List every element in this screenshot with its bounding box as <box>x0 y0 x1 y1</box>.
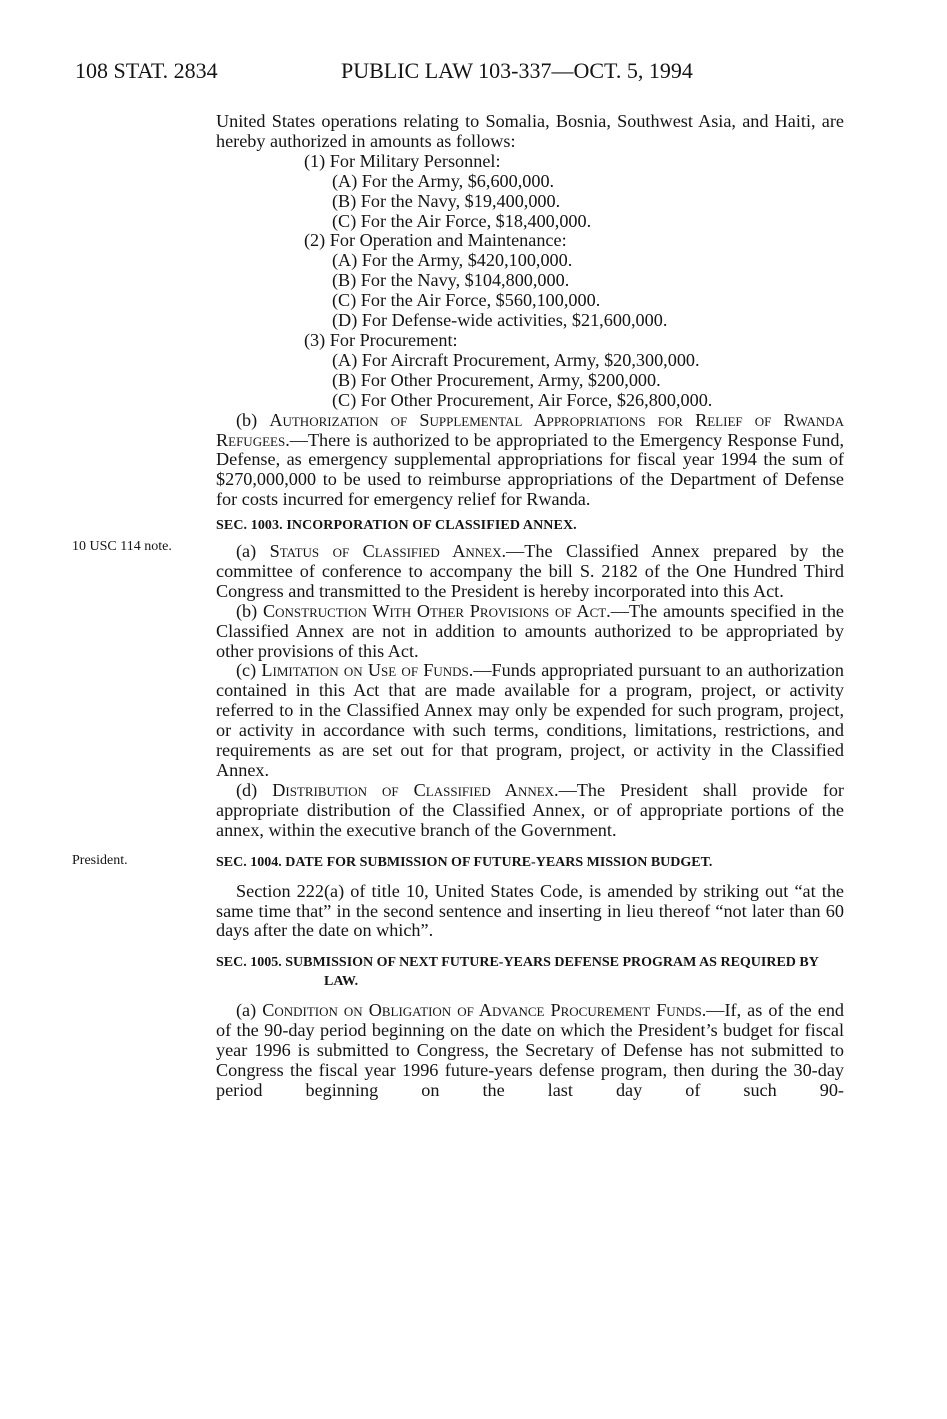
section-1005-a <box>216 1001 844 1101</box>
subsection-text: —There is authorized to be appropriated to the Emergency Response Fund, Defense, as emergency supplemental appropriations for fiscal year 1994 the sum of $270,000,000 to be used to reimburse appropriations of the Department of Defense for costs incurred for emergency relief for Rwanda. <box>216 429 844 510</box>
subsection-label: (c) <box>236 660 262 681</box>
section-1004-text: Section 222(a) of title 10, United States Code, is amended by striking out “at the same time that” in the second sentence and inserting in lieu thereof “not later than 60 days after the date on which”. <box>216 880 844 941</box>
list-item-military-personnel: (1) For Military Personnel: <box>304 150 501 171</box>
section-1003-d <box>216 781 844 841</box>
margin-note-usc: 10 USC 114 note. <box>72 539 172 554</box>
document-body <box>216 112 844 1101</box>
subsection-text: —The President shall provide for appropriate distribution of the Classified Annex, or of appropriate portions of the annex, within the executive branch of the Government. <box>216 779 844 840</box>
section-1004-heading <box>216 853 844 872</box>
subsection-heading: Construction With Other Provisions of Act. <box>263 600 611 621</box>
subsection-label: (b) <box>236 409 270 430</box>
section-number: SEC. 1005. <box>216 955 286 971</box>
list-subitem: (D) For Defense-wide activities, $21,600,000. <box>332 310 668 331</box>
subsection-text: —Funds appropriated pursuant to an authorization contained in this Act that are made available for a program, project, or activity referred to in the Classified Annex may only be expended for such program, project, or activity in accordance with such terms, conditions, limitations, restrictions, and requirements as are set out for that program, project, or activity in the Classified Annex. <box>216 660 844 780</box>
list-subitem: (B) For the Navy, $19,400,000. <box>332 190 561 211</box>
intro-paragraph: United States operations relating to Somalia, Bosnia, Southwest Asia, and Haiti, are hereby authorized in amounts as follows: <box>216 111 844 151</box>
list-subitem: (B) For Other Procurement, Army, $200,000. <box>332 369 661 390</box>
section-1003-a <box>216 542 844 602</box>
subsection-text: —If, as of the end of the 90-day period beginning on the date on which the President’s budget for fiscal year 1996 is submitted to Congress, the Secretary of Defense has not submitted to Congress the fiscal year 1996 future-years defense program, then during the 30-day period beginning on the last day of such 90- <box>216 1000 845 1100</box>
subsection-heading: Authorization of Supplemental Appropriations for Relief of Rwanda Refugees. <box>216 409 844 450</box>
section-1003-c <box>216 661 844 780</box>
section-1003-heading: SEC. 1003. INCORPORATION OF CLASSIFIED ANNEX. <box>216 518 577 534</box>
subsection-heading: Distribution of Classified Annex. <box>272 779 559 800</box>
section-number: SEC. 1004. <box>216 854 286 870</box>
subsection-label: (a) <box>236 541 270 562</box>
subsection-heading: Status of Classified Annex. <box>269 541 507 562</box>
margin-note-president: President. <box>72 853 128 868</box>
section-1003-b <box>216 602 844 662</box>
subsection-text: —The amounts specified in the Classified Annex are not in addition to amounts authorized to be appropriated by other provisions of this Act. <box>216 600 844 661</box>
subsection-text: —The Classified Annex prepared by the committee of conference to accompany the bill S. 2182 of the One Hundred Third Congress and transmitted to the President is hereby incorporated into this Act. <box>216 541 844 601</box>
section-title: DATE FOR SUBMISSION OF FUTURE-YEARS MISSION BUDGET. <box>285 854 713 870</box>
list-item-operation-maintenance: (2) For Operation and Maintenance: <box>304 230 567 251</box>
subsection-label: (d) <box>236 779 273 800</box>
list-subitem: (A) For the Army, $6,600,000. <box>332 170 555 191</box>
public-law-title: PUBLIC LAW 103-337—OCT. 5, 1994 <box>341 58 693 83</box>
subsection-label: (a) <box>236 1000 263 1021</box>
list-subitem: (A) For the Army, $420,100,000. <box>332 250 573 271</box>
subsection-heading: Condition on Obligation of Advance Procurement Funds. <box>262 1000 707 1021</box>
page-header <box>75 58 847 88</box>
list-subitem: (C) For Other Procurement, Air Force, $26,800,000. <box>332 389 713 410</box>
list-subitem: (B) For the Navy, $104,800,000. <box>332 270 570 291</box>
list-subitem: (C) For the Air Force, $18,400,000. <box>332 210 592 231</box>
statute-page-number: 108 STAT. 2834 <box>75 58 218 83</box>
subsection-b <box>216 411 844 511</box>
list-subitem: (C) For the Air Force, $560,100,000. <box>332 290 601 311</box>
list-item-procurement: (3) For Procurement: <box>304 329 458 350</box>
list-subitem: (A) For Aircraft Procurement, Army, $20,300,000. <box>332 349 700 370</box>
section-title: SUBMISSION OF NEXT FUTURE-YEARS DEFENSE PROGRAM AS REQUIRED BY LAW. <box>285 955 819 990</box>
subsection-label: (b) <box>236 600 263 621</box>
section-1005-heading <box>216 953 844 991</box>
subsection-heading: Limitation on Use of Funds. <box>261 660 474 681</box>
